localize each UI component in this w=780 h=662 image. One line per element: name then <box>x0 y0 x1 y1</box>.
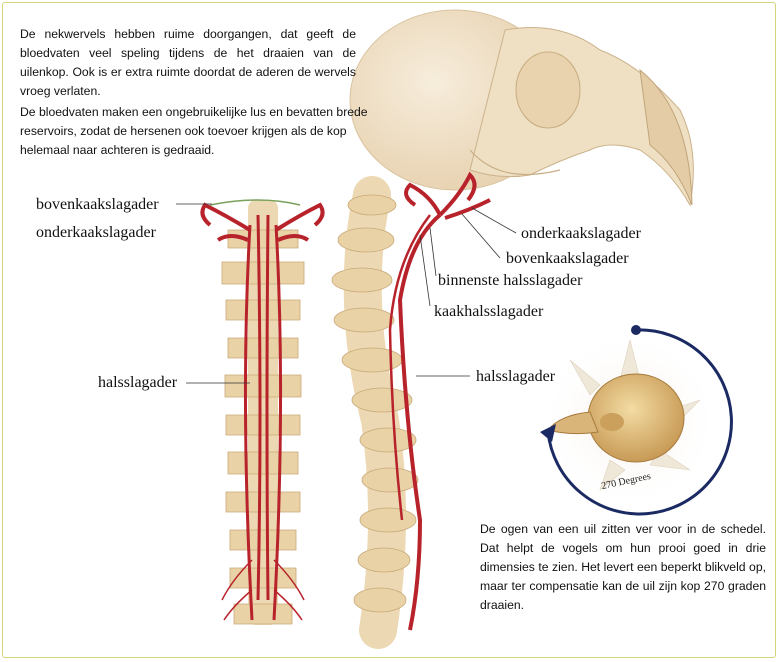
side-view-spine <box>332 175 490 630</box>
intro-paragraph-2: De bloedvaten maken een ongebruikelijke lus en bevatten brede reservoirs, zodat de hersenen ook toevoer krijgen als de kop helemaal naar achteren is gedraaid. <box>20 105 368 157</box>
intro-paragraph-1: De nekwervels hebben ruime doorgangen, dat geeft de bloedvaten veel speling tijdens de het draaien van de uilenkop. Ook is er extra ruimte doordat de aderen de wervels vroeg verlaten. <box>20 27 356 98</box>
rotation-inset <box>538 325 731 514</box>
front-view-spine <box>202 200 322 625</box>
label-lower-jaw-artery-side: onderkaakslagader <box>521 225 641 242</box>
outro-paragraph: De ogen van een uil zitten ver voor in de schedel. Dat helpt de vogels om hun prooi goed in drie dimensies te zien. Het levert een beperkt blikveld op, maar ter compensatie kan de uil zijn kop 270 graden draaien. <box>480 522 766 612</box>
label-carotid-front: halsslagader <box>98 374 178 391</box>
label-carotid-side: halsslagader <box>476 368 556 385</box>
label-lower-jaw-artery-front: onderkaakslagader <box>36 224 156 241</box>
owl-skull <box>350 10 693 205</box>
label-upper-jaw-artery-front: bovenkaakslagader <box>36 196 159 213</box>
label-jaw-neck-artery: kaakhalsslagader <box>434 303 544 320</box>
label-upper-jaw-artery-side: bovenkaakslagader <box>506 250 629 267</box>
label-internal-carotid: binnenste halsslagader <box>438 272 583 289</box>
rotation-degrees-label: 270 Degrees <box>600 470 652 493</box>
